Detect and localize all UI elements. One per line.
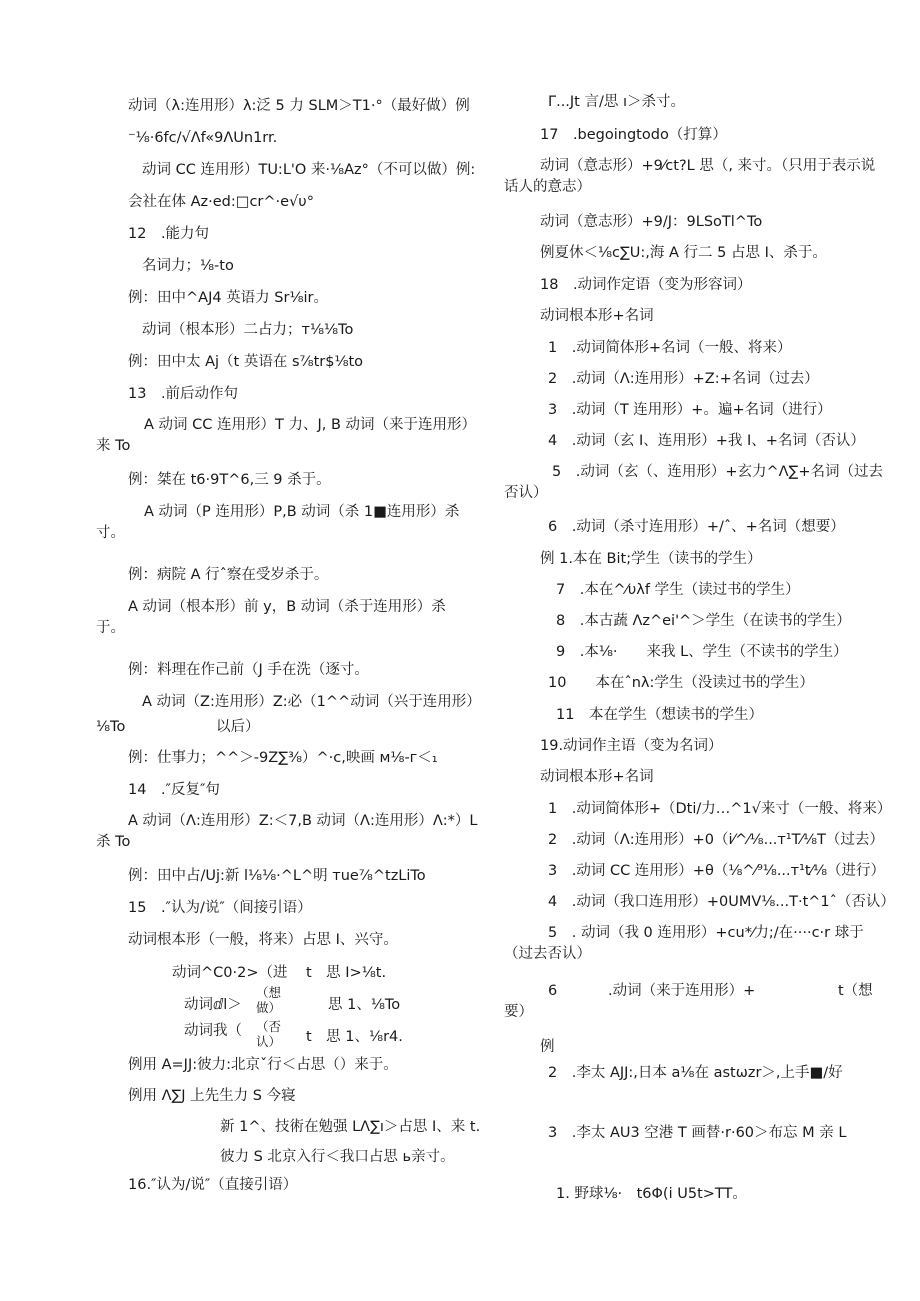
section-heading-18: 18 .动词作定语（变为形容词） [540, 277, 752, 293]
list-item: 4 .动词（玄 I、连用形）+我 I、+名词（否认） [548, 433, 865, 449]
text-paragraph: A 动词 CC 连用形）T 力、J, B 动词（来于连用形）来 To [96, 417, 477, 455]
text-line: 思 1、⅛To [328, 997, 401, 1013]
text-line: 例用 A=JJ:彼力:北京ˇ行＜占思（）来于。 [128, 1057, 398, 1073]
text-line: 例：桀在 t6·9T^6,三 9 杀于。 [128, 472, 331, 488]
list-item: 8 .本古蔬 Λz^ei'^＞学生（在读书的学生） [556, 613, 851, 629]
list-item: 1 .动词简体形+（Dti/力…^1√来寸（一般、将来） [548, 801, 892, 817]
text-line: 新 1^、技術在勉强 LΛ∑ı＞占思 I、来 t. [220, 1119, 481, 1135]
text-line: 例夏休＜⅛c∑U:,海 A 行二 5 占思 I、杀于。 [540, 245, 827, 261]
text-line: Γ...Jt 言/思 ı＞杀寸。 [548, 94, 685, 110]
list-item: 6 .动词（杀寸连用形）+/ˆ、+名词（想要） [548, 519, 845, 535]
list-item: 5 .动词（玄（、连用形）+玄力^Λ∑+名词（过去否认） [504, 464, 883, 502]
text-line: 动词根本形（一般，将来）占思 I、兴守。 [128, 932, 398, 948]
text-line: 会社在体 Az·ed:□cr^·e√υ° [128, 194, 314, 210]
list-item: 3 .动词 CC 连用形）+θ（⅛^⁄⁹⅛...т¹t⁄⅛（进行） [548, 863, 886, 879]
text-paragraph: A 动词（Λ:连用形）Z:＜7,B 动词（Λ:连用形）Λ:*）L 杀 To [96, 813, 478, 851]
text-line: 动词^C0·2>（进 [172, 965, 288, 981]
list-item: 9 .本⅛· 来我 L、学生（不读书的学生） [556, 644, 848, 660]
text-line: 动词（意志形）+9/J：9LSoTl^To [540, 214, 763, 230]
text-line: 动词ⅆl＞ [184, 997, 242, 1013]
text-line: （想做） [256, 985, 282, 1015]
text-line: 例：田中占/Uj:新 l⅛⅛·^L^明 тue⅞^tzLiTo [128, 868, 426, 884]
text-line: 例：料理在作己前（J 手在洗（逐寸。 [128, 662, 369, 678]
list-item: 11 本在学生（想读书的学生） [556, 707, 763, 723]
list-item: 5 . 动词（我 0 连用形）+cu*⁄力;/在····c·r 球于（过去否认） [504, 925, 864, 963]
section-heading-15: 15 .″认为/说″（间接引语） [128, 900, 312, 916]
list-item: 6 [548, 983, 558, 999]
section-heading-19: 19.动词作主语（变为名词） [540, 738, 723, 754]
section-heading-17: 17 .begoingtodo（打算） [540, 127, 727, 143]
section-heading-14: 14 .″反复″句 [128, 782, 220, 798]
list-item: 2 .动词（Λ:连用形）+Z:+名词（过去） [548, 371, 819, 387]
text-line: 以后） [216, 719, 260, 735]
text-line: t 思 1、⅛r4. [306, 1029, 403, 1045]
list-item: 4 .动词（我口连用形）+0UMV⅛...T·t^1ˆ（否认） [548, 894, 895, 910]
text-line: 例 1.本在 Bit;学生（读书的学生） [540, 551, 762, 567]
text-paragraph: 动词（意志形）+9⁄ct?L 思（, 来寸。（只用于表示说话人的意志） [504, 158, 876, 196]
text-line: 动词（λ:连用形）λ:泛 5 力 SLM＞T1·°（最好做）例 [128, 98, 470, 114]
text-line: 动词 CC 连用形）TU:L'O 来·⅛Az°（不可以做）例: [142, 162, 476, 178]
text-line: （否认） [256, 1019, 282, 1049]
text-line: 例 [540, 1039, 555, 1055]
text-line: 例：仕事力；^^＞-9Z∑⅜）^·c,映画 м⅛-г＜₁ [128, 750, 438, 766]
text-line: 动词我（ [184, 1023, 242, 1039]
example-line: 2 .李太 AJJ:,日本 a⅛在 astωzr＞,上手■/好 [548, 1065, 843, 1081]
list-item: 7 .本在^⁄υλf 学生（读过书的学生） [556, 582, 800, 598]
example-line: 1. 野球⅛· t6Φ(i U5t>TT。 [556, 1186, 747, 1202]
text-line: 例用 Λ∑J 上先生力 S 今寝 [128, 1088, 296, 1104]
list-item: 3 .动词（T 连用形）+。遍+名词（进行） [548, 402, 832, 418]
text-line: ⅛To [96, 719, 126, 735]
text-line: 例：田中太 Aj（t 英语在 s⅞tr$⅛to [128, 354, 364, 370]
text-paragraph: A 动词（P 连用形）P,B 动词（杀 1■连用形）杀寸。 [96, 504, 460, 542]
text-line: 例：田中^AJ4 英语力 Sr⅛ir。 [128, 290, 328, 306]
text-line: A 动词（Z:连用形）Z:必（1^^动词（兴于连用形） [142, 694, 481, 710]
text-line: t 思 I>⅛t. [306, 965, 387, 981]
section-heading-13: 13 .前后动作句 [128, 386, 239, 402]
section-heading-16: 16.″认为/说″（直接引语） [128, 1177, 298, 1193]
text-line: 例：病院 A 行ˆ察在受岁杀于。 [128, 567, 329, 583]
text-line: ⁻⅛·6fc/√Λf«9ΛUn1rr. [128, 130, 278, 146]
text-line: 动词（根本形）二占力；т⅛⅛To [142, 322, 354, 338]
text-line: 名词力；⅛-to [142, 258, 234, 274]
text-line: 动词根本形+名词 [540, 308, 654, 324]
section-heading-12: 12 .能力句 [128, 226, 210, 242]
list-item: t（想要） [504, 983, 873, 1021]
example-line: 3 .李太 AU3 空港 T 画替·r·60＞布忘 M 亲 L [548, 1125, 847, 1141]
text-line: 彼力 S 北京入行＜我口占思 ь亲寸。 [220, 1149, 455, 1165]
list-item: 2 .动词（Λ:连用形）+0（i⁄^⁄⅛...т¹T⁄⅛T（过去） [548, 832, 884, 848]
text-line: 动词根本形+名词 [540, 769, 654, 785]
list-item: 10 本在ˆnλ:学生（没读过书的学生） [548, 675, 814, 691]
text-paragraph: A 动词（根本形）前 y，B 动词（杀于连用形）杀于。 [96, 599, 446, 637]
list-item: 1 .动词简体形+名词（一般、将来） [548, 340, 792, 356]
list-item: .动词（来于连用形）+ [608, 983, 756, 999]
